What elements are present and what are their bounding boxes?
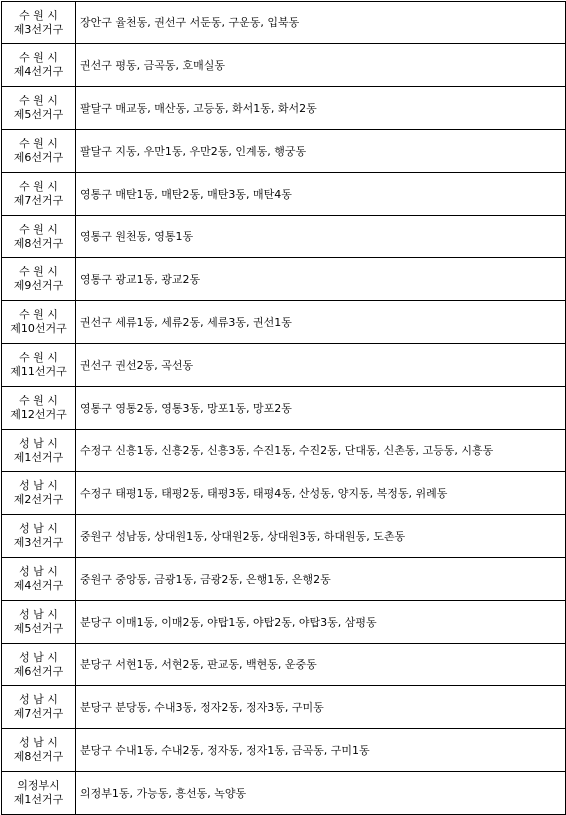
district-number: 제1선거구 [13, 793, 64, 806]
table-row [2, 729, 566, 772]
district-number: 제3선거구 [13, 22, 64, 36]
district-areas-cell: 장안구 율천동, 권선구 서둔동, 구운동, 입북동 [76, 2, 566, 44]
district-areas-cell: 분당구 이매1동, 이매2동, 야탑1동, 야탑2동, 야탑3동, 삼평동 [76, 601, 566, 644]
district-number: 제6선거구 [13, 664, 64, 678]
district-number: 제2선거구 [13, 493, 64, 506]
city-name: 수 원 시 [19, 265, 58, 278]
district-areas-cell: 영통구 광교1동, 광교2동 [76, 258, 566, 301]
city-name: 성 남 시 [19, 436, 58, 450]
district-name-cell [2, 173, 76, 216]
table-row [2, 515, 566, 558]
district-number: 제12선거구 [10, 408, 67, 421]
table-row [2, 301, 566, 344]
city-name: 성 남 시 [19, 565, 58, 578]
table-row [2, 430, 566, 472]
district-name-cell [2, 601, 76, 644]
district-number: 제7선거구 [13, 194, 64, 207]
district-areas-cell: 영통구 원천동, 영통1동 [76, 216, 566, 258]
table-row [2, 130, 566, 173]
district-areas-cell: 의정부1동, 가능동, 흥선동, 녹양동 [76, 772, 566, 815]
district-areas-cell: 권선구 세류1동, 세류2동, 세류3동, 권선1동 [76, 301, 566, 344]
city-name: 수 원 시 [19, 308, 58, 321]
city-name: 성 남 시 [19, 736, 58, 749]
district-name-cell [2, 644, 76, 686]
district-name-cell [2, 772, 76, 815]
district-areas-cell: 팔달구 지동, 우만1동, 우만2동, 인계동, 행궁동 [76, 130, 566, 173]
table-row [2, 644, 566, 686]
city-name: 수 원 시 [19, 351, 58, 364]
district-areas-cell: 중원구 중앙동, 금광1동, 금광2동, 은행1동, 은행2동 [76, 558, 566, 601]
district-areas-cell: 중원구 성남동, 상대원1동, 상대원2동, 상대원3동, 하대원동, 도촌동 [76, 515, 566, 558]
district-areas-cell: 분당구 서현1동, 서현2동, 판교동, 백현동, 운중동 [76, 644, 566, 686]
city-name: 성 남 시 [19, 608, 58, 621]
district-number: 제7선거구 [13, 707, 64, 720]
city-name: 수 원 시 [19, 222, 58, 236]
district-areas-cell: 수정구 신흥1동, 신흥2동, 신흥3동, 수진1동, 수진2동, 단대동, 신촌동, 고등동, 시흥동 [76, 430, 566, 472]
city-name: 수 원 시 [19, 394, 58, 407]
city-name: 성 남 시 [19, 693, 58, 706]
district-number: 제4선거구 [13, 65, 64, 78]
district-name-cell [2, 515, 76, 558]
district-number: 제10선거구 [10, 322, 67, 335]
table-row [2, 387, 566, 430]
table-row [2, 2, 566, 44]
district-areas-cell: 팔달구 매교동, 매산동, 고등동, 화서1동, 화서2동 [76, 87, 566, 130]
city-name: 의정부시 [17, 779, 60, 792]
district-areas-cell: 수정구 태평1동, 태평2동, 태평3동, 태평4동, 산성동, 양지동, 복정동, 위례동 [76, 472, 566, 515]
district-areas-cell: 분당구 분당동, 수내3동, 정자2동, 정자3동, 구미동 [76, 686, 566, 729]
district-name-cell [2, 216, 76, 258]
district-table [1, 1, 566, 815]
table-row [2, 601, 566, 644]
city-name: 수 원 시 [19, 137, 58, 150]
city-name: 수 원 시 [19, 51, 58, 64]
district-areas-cell: 영통구 매탄1동, 매탄2동, 매탄3동, 매탄4동 [76, 173, 566, 216]
district-areas-cell: 분당구 수내1동, 수내2동, 정자동, 정자1동, 금곡동, 구미1동 [76, 729, 566, 772]
city-name: 성 남 시 [19, 479, 58, 492]
district-areas-cell: 권선구 권선2동, 곡선동 [76, 344, 566, 387]
district-number: 제11선거구 [10, 365, 67, 378]
district-areas-cell: 영통구 영통2동, 영통3동, 망포1동, 망포2동 [76, 387, 566, 430]
table-row [2, 686, 566, 729]
district-name-cell [2, 729, 76, 772]
district-number: 제5선거구 [13, 108, 64, 121]
district-name-cell [2, 301, 76, 344]
district-number: 제4선거구 [13, 579, 64, 592]
district-name-cell [2, 44, 76, 87]
table-row [2, 472, 566, 515]
district-name-cell [2, 2, 76, 44]
table-row [2, 558, 566, 601]
district-areas-cell: 권선구 평동, 금곡동, 호매실동 [76, 44, 566, 87]
city-name: 수 원 시 [19, 8, 58, 22]
district-number: 제9선거구 [13, 279, 64, 292]
city-name: 수 원 시 [19, 94, 58, 107]
district-name-cell [2, 558, 76, 601]
district-number: 제8선거구 [13, 236, 64, 250]
table-row [2, 173, 566, 216]
district-name-cell [2, 686, 76, 729]
district-name-cell [2, 258, 76, 301]
table-row [2, 344, 566, 387]
city-name: 성 남 시 [19, 522, 58, 535]
district-number: 제8선거구 [13, 750, 64, 763]
table-row [2, 44, 566, 87]
district-number: 제6선거구 [13, 151, 64, 164]
district-name-cell [2, 344, 76, 387]
district-name-cell [2, 130, 76, 173]
district-name-cell [2, 472, 76, 515]
district-number: 제3선거구 [13, 536, 64, 549]
city-name: 수 원 시 [19, 180, 58, 193]
district-name-cell [2, 87, 76, 130]
table-row [2, 258, 566, 301]
district-name-cell [2, 387, 76, 430]
district-name-cell [2, 430, 76, 472]
district-table-body [2, 2, 566, 815]
table-row [2, 87, 566, 130]
table-row [2, 216, 566, 258]
city-name: 성 남 시 [19, 650, 58, 664]
table-row [2, 772, 566, 815]
district-number: 제5선거구 [13, 622, 64, 635]
district-number: 제1선거구 [13, 450, 64, 464]
